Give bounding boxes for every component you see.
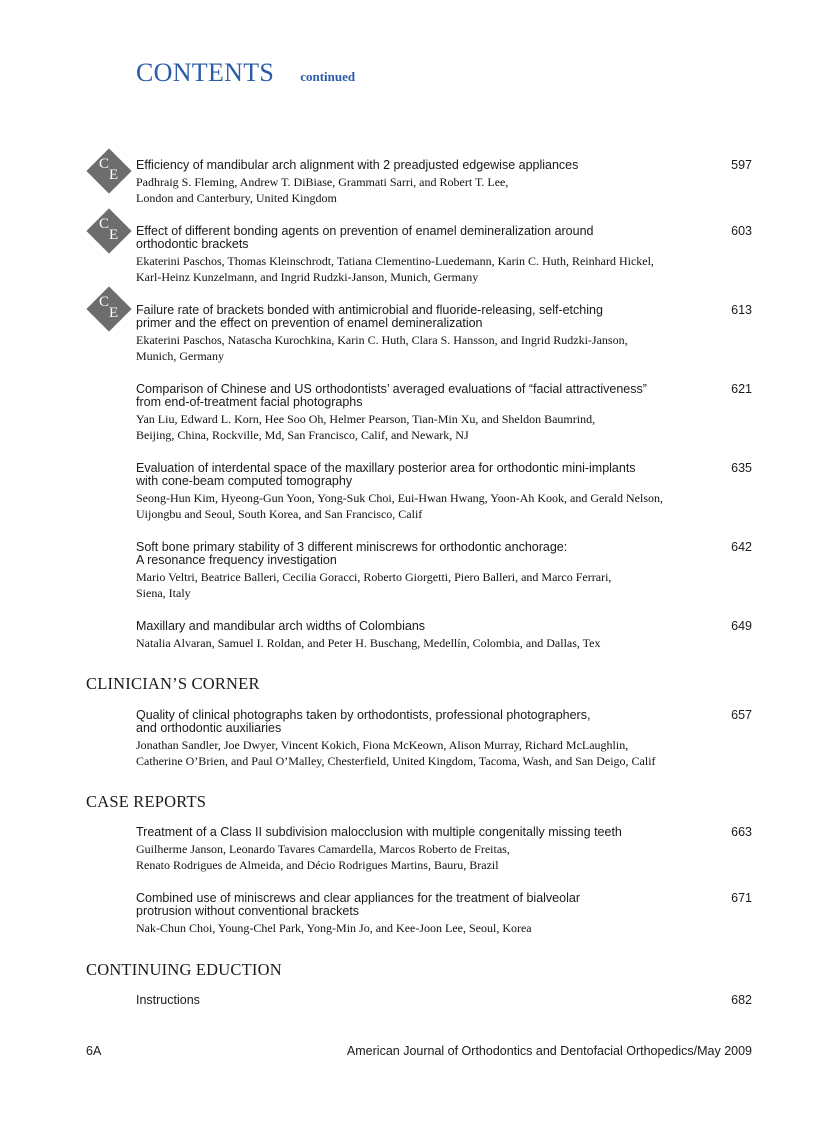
page-subtitle: continued	[300, 69, 356, 84]
page-number: 642	[731, 540, 752, 554]
article-authors: Jonathan Sandler, Joe Dwyer, Vincent Kokich, Fiona McKeown, Alison Murray, Richard McLaughlin, Catherine O’Brien, and Paul O’Malley, Chesterfield, United Kingdom, Tacoma, Wash, and San Deigo, Calif	[136, 738, 656, 768]
ce-letter-e: E	[109, 305, 119, 321]
ce-letter-c: C	[99, 216, 110, 232]
page-number: 671	[731, 891, 752, 905]
article-authors: Natalia Alvaran, Samuel I. Roldan, and Peter H. Buschang, Medellín, Colombia, and Dallas, Tex	[136, 636, 601, 650]
page-number: 603	[731, 224, 752, 238]
page-number: 663	[731, 825, 752, 839]
page-number: 635	[731, 461, 752, 475]
article-title[interactable]: Quality of clinical photographs taken by orthodontists, professional photographers, and orthodontic auxiliaries	[136, 708, 591, 735]
article-authors: Guilherme Janson, Leonardo Tavares Camardella, Marcos Roberto de Freitas, Renato Rodrigues de Almeida, and Décio Rodrigues Martins, Bauru, Brazil	[136, 842, 510, 872]
toc-entry[interactable]	[136, 892, 752, 937]
toc-entry[interactable]	[136, 225, 752, 285]
page-number: 649	[731, 619, 752, 633]
ce-badge-icon	[87, 209, 131, 253]
article-authors: Padhraig S. Fleming, Andrew T. DiBiase, Grammati Sarri, and Robert T. Lee, London and Canterbury, United Kingdom	[136, 175, 509, 205]
article-title[interactable]: Treatment of a Class II subdivision malocclusion with multiple congenitally missing teeth	[136, 825, 622, 839]
page-header	[136, 58, 355, 88]
footer-journal: American Journal of Orthodontics and Dentofacial Orthopedics/May 2009	[346, 1044, 752, 1058]
section-heading-clinicians-corner: CLINICIAN’S CORNER	[86, 674, 260, 693]
toc-entry[interactable]	[136, 383, 752, 443]
page-number: 621	[731, 382, 752, 396]
page-number: 597	[731, 158, 752, 172]
article-title[interactable]: Comparison of Chinese and US orthodontists’ averaged evaluations of “facial attractiveness” from end-of-treatment facial photographs	[136, 382, 647, 409]
article-title[interactable]: Effect of different bonding agents on prevention of enamel demineralization around orthodontic brackets	[136, 224, 594, 251]
footer-page-label: 6A	[86, 1044, 102, 1058]
article-title[interactable]: Instructions	[136, 993, 200, 1007]
toc-entry[interactable]	[136, 304, 752, 364]
page-number: 682	[731, 993, 752, 1007]
article-title[interactable]: Soft bone primary stability of 3 different miniscrews for orthodontic anchorage: A resonance frequency investigation	[136, 540, 568, 567]
toc-entry[interactable]	[136, 709, 752, 769]
article-authors: Seong-Hun Kim, Hyeong-Gun Yoon, Yong-Suk Choi, Eui-Hwan Hwang, Yoon-Ah Kook, and Gerald Nelson, Uijongbu and Seoul, South Korea, and San Francisco, Calif	[136, 491, 663, 521]
section-heading-case-reports: CASE REPORTS	[86, 792, 207, 811]
section-heading-continuing-education: CONTINUING EDUCTION	[86, 960, 282, 979]
toc-entry[interactable]	[136, 462, 752, 522]
article-title[interactable]: Efficiency of mandibular arch alignment with 2 preadjusted edgewise appliances	[136, 158, 579, 172]
toc-entry[interactable]	[136, 994, 752, 1007]
article-title[interactable]: Failure rate of brackets bonded with antimicrobial and fluoride-releasing, self-etching primer and the effect on prevention of enamel demineralization	[136, 303, 603, 330]
article-authors: Yan Liu, Edward L. Korn, Hee Soo Oh, Helmer Pearson, Tian-Min Xu, and Sheldon Baumrind, Beijing, China, Rockville, Md, San Francisco, Calif, and Newark, NJ	[136, 412, 596, 442]
toc-entry[interactable]	[136, 620, 752, 652]
article-authors: Mario Veltri, Beatrice Balleri, Cecilia Goracci, Roberto Giorgetti, Piero Balleri, and Marco Ferrari, Siena, Italy	[136, 570, 612, 600]
ce-badge-icon	[87, 287, 131, 331]
ce-letter-c: C	[99, 294, 110, 310]
toc-entry[interactable]	[136, 541, 752, 601]
toc-entry[interactable]	[136, 826, 752, 873]
article-authors: Ekaterini Paschos, Natascha Kurochkina, Karin C. Huth, Clara S. Hansson, and Ingrid Rudzki-Janson, Munich, Germany	[136, 333, 628, 363]
article-title[interactable]: Combined use of miniscrews and clear appliances for the treatment of bialveolar protrusion without conventional brackets	[136, 891, 580, 918]
ce-letter-e: E	[109, 227, 119, 243]
article-authors: Nak-Chun Choi, Young-Chel Park, Yong-Min Jo, and Kee-Joon Lee, Seoul, Korea	[136, 921, 532, 935]
page-number: 657	[731, 708, 752, 722]
article-title[interactable]: Evaluation of interdental space of the maxillary posterior area for orthodontic mini-implants with cone-beam computed tomography	[136, 461, 636, 488]
page-number: 613	[731, 303, 752, 317]
ce-badge-icon	[87, 149, 131, 193]
article-authors: Ekaterini Paschos, Thomas Kleinschrodt, Tatiana Clementino-Luedemann, Karin C. Huth, Reinhard Hickel, Karl-Heinz Kunzelmann, and Ingrid Rudzki-Janson, Munich, Germany	[136, 254, 654, 284]
toc-entry[interactable]	[136, 159, 752, 206]
ce-letter-e: E	[109, 167, 119, 183]
ce-letter-c: C	[99, 156, 110, 172]
page-title: CONTENTS	[136, 58, 275, 87]
article-title[interactable]: Maxillary and mandibular arch widths of Colombians	[136, 619, 426, 633]
